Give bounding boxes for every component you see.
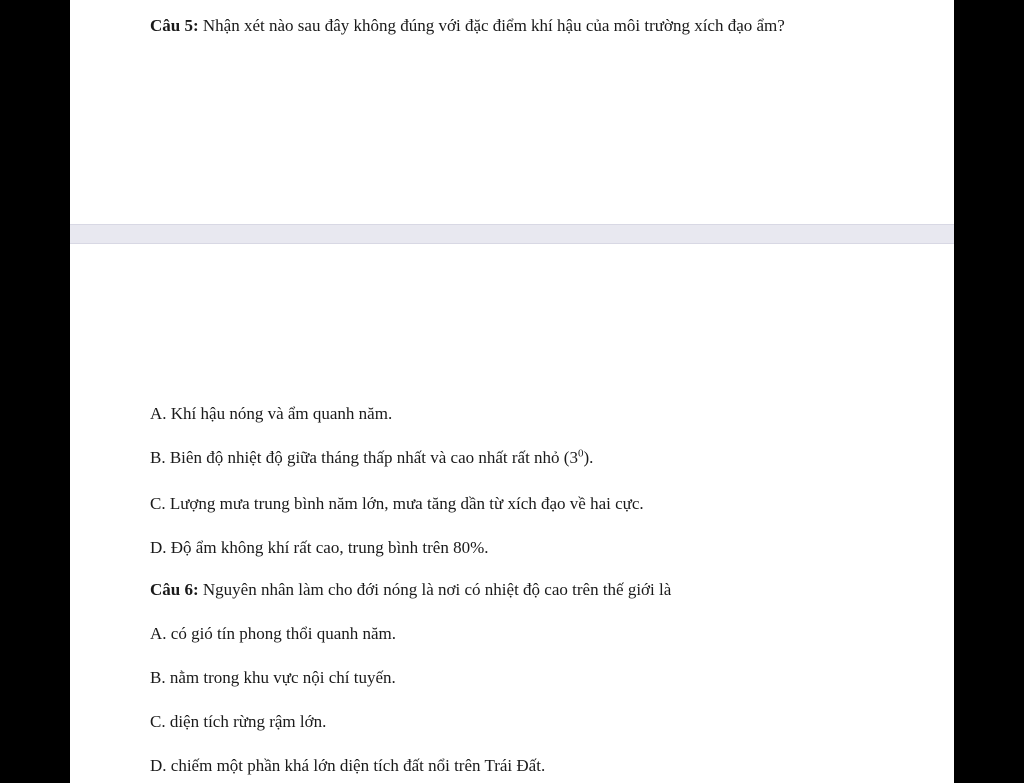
question-5-option-d: D. Độ ẩm không khí rất cao, trung bình trên 80%.	[150, 538, 489, 557]
page-2	[70, 244, 954, 783]
question-5-option-b-text: B. Biên độ nhiệt độ giữa tháng thấp nhất và cao nhất rất nhỏ (3	[150, 448, 578, 467]
question-6-option-a: A. có gió tín phong thổi quanh năm.	[150, 624, 397, 643]
question-5-option-b	[150, 446, 593, 470]
question-6-option-d: D. chiếm một phần khá lớn diện tích đất nổi trên Trái Đất.	[150, 756, 546, 775]
question-6-label: Câu 6:	[150, 580, 199, 599]
question-5-text: Nhận xét nào sau đây không đúng với đặc điểm khí hậu của môi trường xích đạo ẩm?	[198, 16, 785, 35]
question-6-text: Nguyên nhân làm cho đới nóng là nơi có nhiệt độ cao trên thế giới là	[198, 580, 672, 599]
question-5-stem	[150, 14, 850, 38]
question-5-option-a: A. Khí hậu nóng và ẩm quanh năm.	[150, 404, 393, 423]
question-5-option-b-tail: ).	[583, 448, 594, 467]
question-5-option-c: C. Lượng mưa trung bình năm lớn, mưa tăng dần từ xích đạo về hai cực.	[150, 494, 644, 513]
question-6-option-b: B. nằm trong khu vực nội chí tuyến.	[150, 668, 396, 687]
page-1	[70, 0, 954, 224]
page-separator	[70, 224, 954, 244]
question-6-option-c: C. diện tích rừng rậm lớn.	[150, 712, 327, 731]
question-5-option-b-superscript: 0	[577, 447, 584, 460]
question-6-stem	[150, 578, 671, 602]
question-5-label: Câu 5:	[150, 16, 199, 35]
